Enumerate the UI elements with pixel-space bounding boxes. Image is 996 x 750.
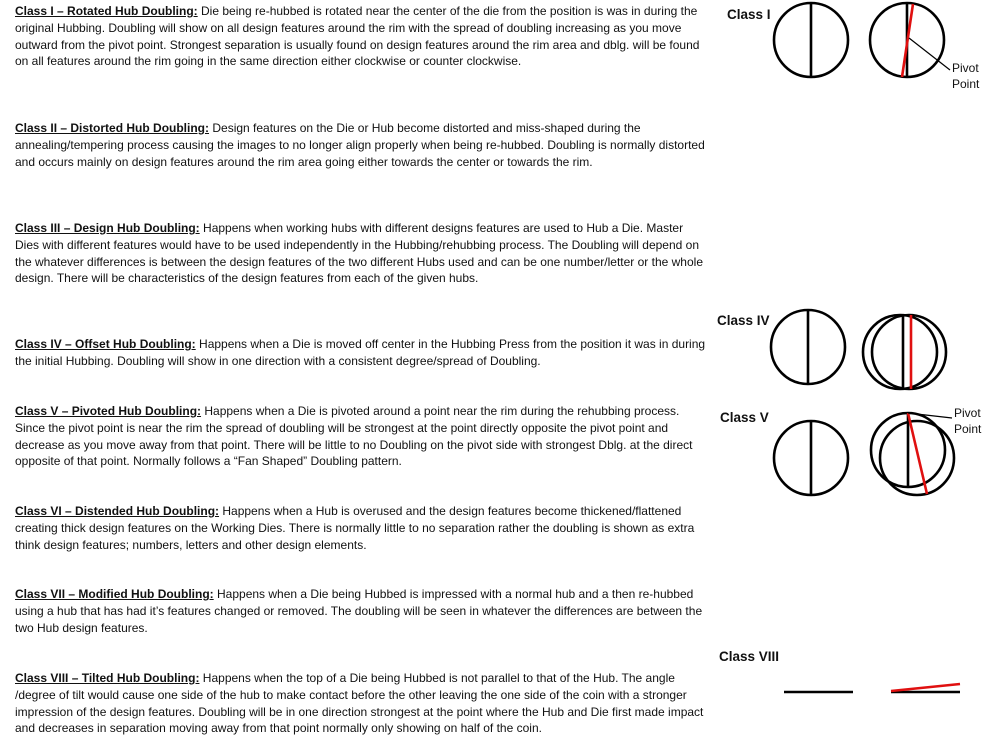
class-vii-text: Happens when a Die being Hubbed is impressed with a normal hub and a then re-hubbed using a hub that has had it’s features changed or removed. The doubling will be seen in whatever the differences are between the two Hub design features.: [15, 587, 703, 635]
class-i-heading: Class I – Rotated Hub Doubling:: [15, 4, 198, 18]
pivot-point-label-class-v: Pivot Point: [954, 406, 982, 436]
class-v-diagram-label: Class V: [720, 410, 769, 425]
class-v-doubling-line: [908, 413, 927, 494]
class-viii-diagram-label: Class VIII: [719, 649, 780, 664]
class-vi-heading: Class VI – Distended Hub Doubling:: [15, 504, 220, 518]
class-i-rotated-coin: [870, 3, 950, 77]
class-v-normal-coin: [774, 421, 848, 495]
class-iv-normal-coin: [771, 310, 845, 384]
class-v-pivoted-coin: [871, 413, 954, 495]
class-iv-diagram-label: Class IV: [717, 313, 770, 328]
class-viii-tilt-line: [891, 684, 960, 691]
class-i-normal-coin: [774, 3, 848, 77]
class-v-heading: Class V – Pivoted Hub Doubling:: [15, 404, 202, 418]
class-iv-heading: Class IV – Offset Hub Doubling:: [15, 337, 196, 351]
class-v-text: Happens when a Die is pivoted around a point near the rim during the rehubbing process. Since the pivot point is near the rim the spread of doubling will be strongest at the point directly opposite the pivot point and decrease as you move away from that point. There will be little to no Doubling on the pivot side with strongest Dblg. at the direct opposite of that point. Normally follows a “Fan Shaped” Doubling pattern.: [15, 404, 693, 469]
class-ii-text: Design features on the Die or Hub become distorted and miss-shaped during the annealing/tempering process causing the images to no longer align properly when being re-hubbed. Doubling is normally distorted and occurs mainly on design features around the rim area going either towards the center or towards the rim.: [15, 121, 705, 169]
class-vii-heading: Class VII – Modified Hub Doubling:: [15, 587, 214, 601]
class-iii-heading: Class III – Design Hub Doubling:: [15, 221, 200, 235]
class-iii-text: Happens when working hubs with different designs features are used to Hub a Die. Master Dies with different features would have to be used independently in the Hubbing/rehubbing process. The Doubling will depend on the whatever differences is between the design features of the two different Hubs used and can be one number/letter or the whole design. There will be characteristics of the design features from each of the given hubs.: [15, 221, 703, 286]
class-ii-heading: Class II – Distorted Hub Doubling:: [15, 121, 210, 135]
class-i-text: Die being re-hubbed is rotated near the center of the die from the position is was in during the original Hubbing. Doubling will show on all design features around the rim with the spread of doubling increasing as you move outward from the pivot point. Strongest separation is usually found on design features around the rim area and dblg. will be found on all features around the rim going in the same direction either clockwise or counter clockwise.: [15, 4, 700, 69]
class-viii-text: Happens when the top of a Die being Hubbed is not parallel to that of the Hub. The angle /degree of tilt would cause one side of the hub to make contact before the other leaving the one side of the coin with a stronger impression of the design features. Doubling will be in one direction strongest at the point where the Hub and Die first made impact and decreases in separation moving away from that point normally only showing on half of the coin.: [15, 671, 704, 736]
class-v-pivot-pointer: [908, 413, 952, 418]
class-vi-text: Happens when a Hub is overused and the design features become thickened/flattened creating thick design features on the Working Dies. There is normally little to no separation rather the doubling is shown as extra think design features; numbers, letters and other design elements.: [15, 504, 695, 552]
class-viii-tilted-die: [891, 684, 960, 692]
class-viii-heading: Class VIII – Tilted Hub Doubling:: [15, 671, 200, 685]
class-iv-text: Happens when a Die is moved off center in the Hubbing Press from the position it was in during the initial Hubbing. Doubling will show in one direction with a consistent degree/spread of Doubling.: [15, 337, 706, 368]
class-iv-offset-coin: [863, 315, 946, 389]
class-i-diagram-label: Class I: [727, 7, 771, 22]
pivot-point-label-class-i: Pivot Point: [952, 61, 980, 91]
